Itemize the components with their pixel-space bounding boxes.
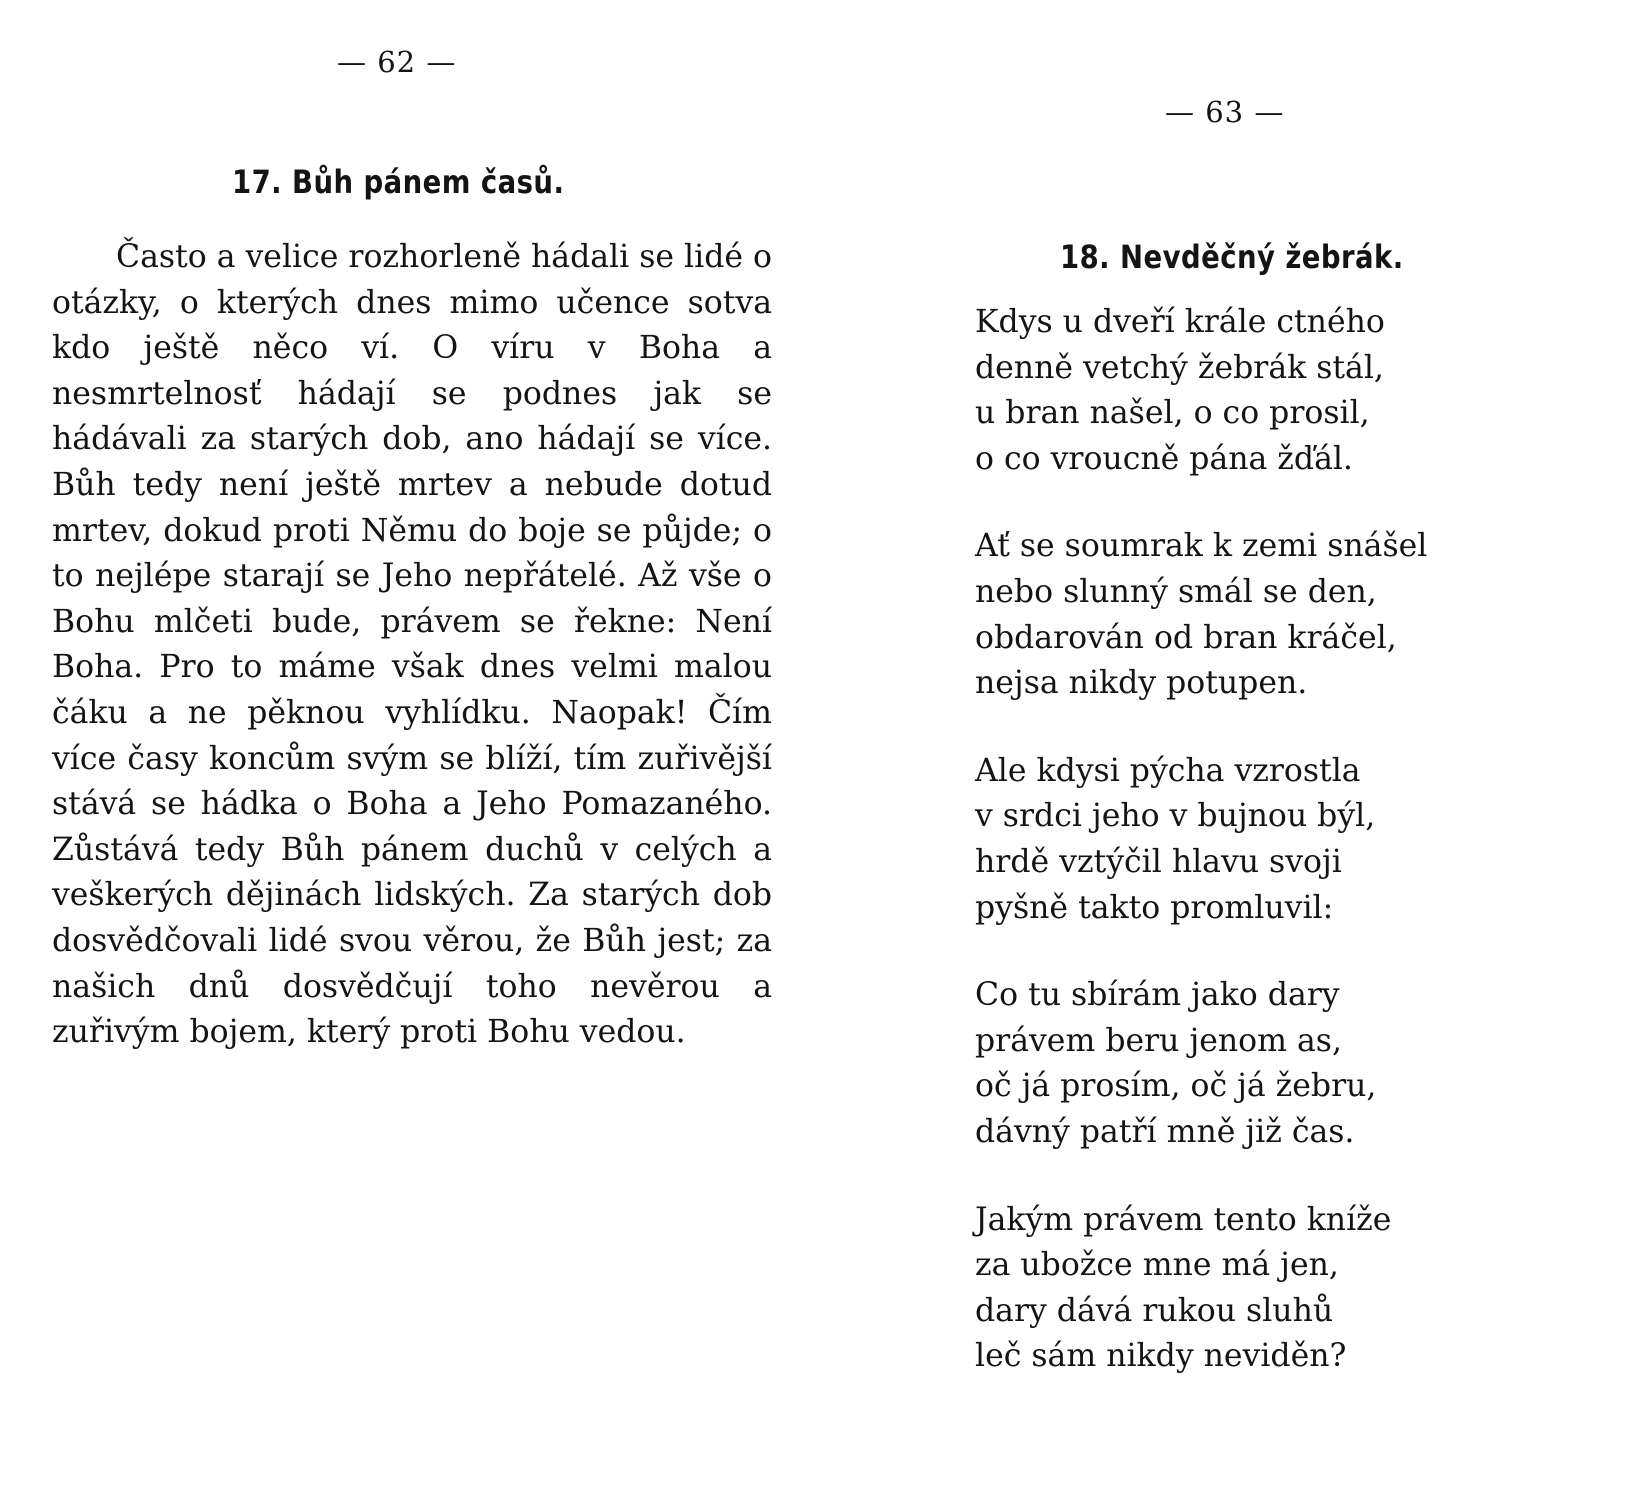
verse-line: pyšně takto promluvil: [975,889,1334,926]
verse-line: Ať se soumrak k zemi snášel [975,528,1428,565]
poem [975,300,1535,1422]
poem-stanza-3 [975,749,1535,931]
verse-line: dávný patří mně již čas. [975,1113,1355,1150]
verse-line: za ubožce mne má jen, [975,1247,1339,1284]
page-number-62: — 62 — [337,45,457,79]
verse-line: v srdci jeho v bujnou býl, [975,798,1376,835]
verse-line: obdarován od bran kráčel, [975,619,1397,656]
verse-line: leč sám nikdy neviděn? [975,1338,1347,1375]
verse-line: o co vroucně pána žďál. [975,440,1353,477]
chapter-title-17: 17. Bůh pánem časů. [232,163,565,201]
verse-line: Jakým právem tento kníže [975,1201,1392,1238]
verse-line: denně vetchý žebrák stál, [975,349,1384,386]
verse-line: oč já prosím, oč já žebru, [975,1068,1377,1105]
chapter-body-text: Často a velice rozhorleně hádali se lidé o otázky, o kterých dnes mimo učence sotva kdo ještě něco ví. O víru v Boha a nesmrtelnosť hádají se podnes jak se hádávali za starých dob, ano hádají se více. Bůh tedy není ještě mrtev a nebude dotud mrtev, dokud proti Němu do boje se půjde; o to nejlépe starají se Jeho nepřátelé. Až vše o Bohu mlčeti bude, právem se řekne: Není Boha. Pro to máme však dnes velmi malou čáku a ne pěknou vyhlídku. Naopak! Čím více časy koncům svým se blíží, tím zuřivější stává se hádka o Boha a Jeho Pomazaného. Zůstává tedy Bůh pánem duchů v celých a veškerých dějinách lidských. Za starých dob dosvědčovali lidé svou věrou, že Bůh jest; za našich dnů dosvědčují toho nevěrou a zuřivým bojem, který proti Bohu vedou. [52,239,772,1051]
poem-stanza-1 [975,300,1535,482]
verse-line: dary dává rukou sluhů [975,1292,1334,1329]
verse-line: právem beru jenom as, [975,1022,1342,1059]
verse-line: hrdě vztýčil hlavu svoji [975,843,1342,880]
poem-stanza-2 [975,524,1535,706]
verse-line: Ale kdysi pýcha vzrostla [975,752,1361,789]
verse-line: Co tu sbírám jako dary [975,977,1340,1014]
chapter-title-18: 18. Nevděčný žebrák. [1060,238,1404,276]
poem-stanza-4 [975,973,1535,1155]
verse-line: u bran našel, o co prosil, [975,395,1370,432]
verse-line: nebo slunný smál se den, [975,573,1377,610]
page-number-63: — 63 — [1165,95,1285,129]
verse-line: Kdys u dveří krále ctného [975,304,1385,340]
poem-stanza-5 [975,1198,1535,1380]
verse-line: nejsa nikdy potupen. [975,665,1308,702]
